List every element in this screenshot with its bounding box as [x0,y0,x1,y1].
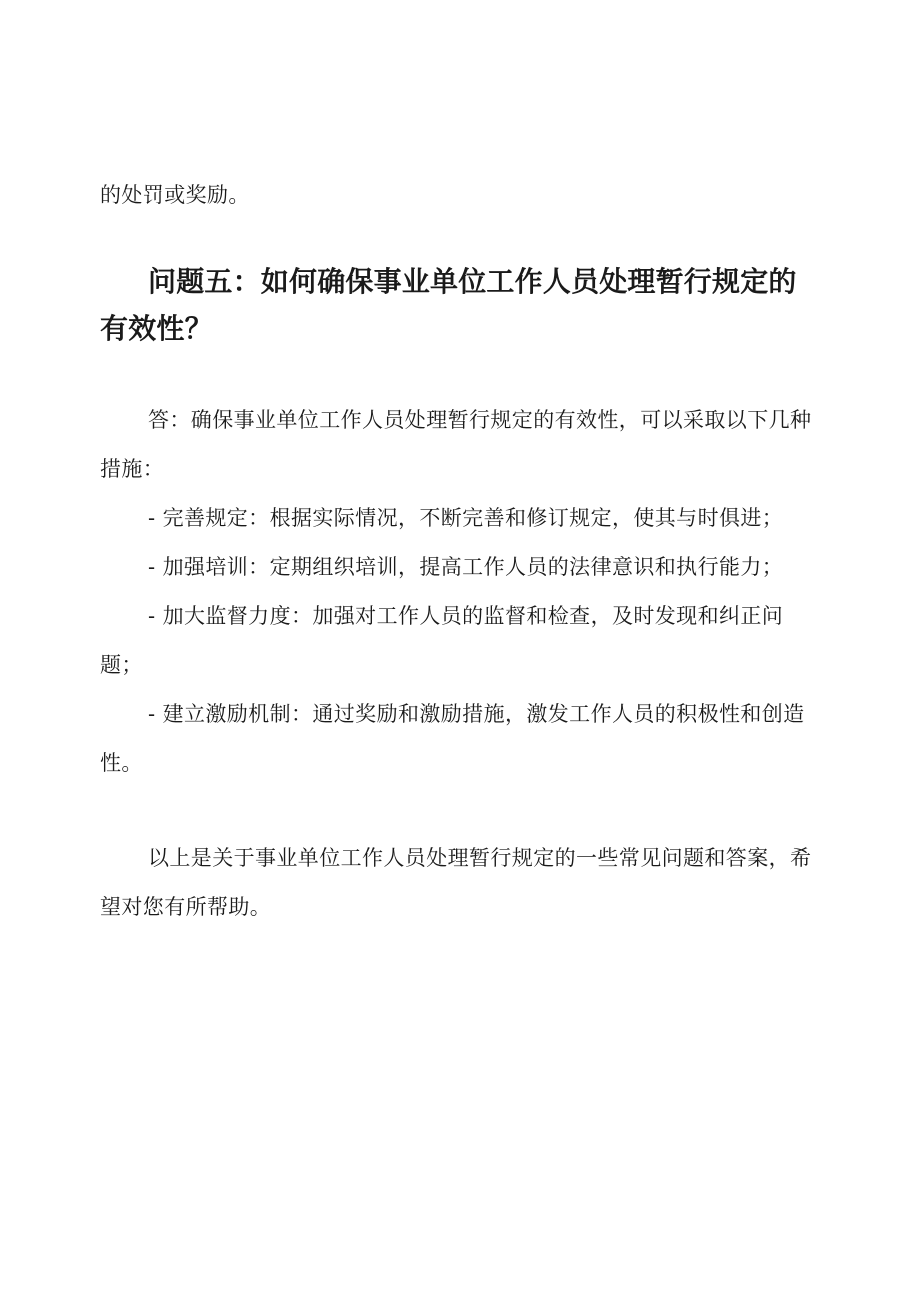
measure-item: - 完善规定：根据实际情况，不断完善和修订规定，使其与时俱进； [148,506,784,530]
conclusion-text: 以上是关于事业单位工作人员处理暂行规定的一些常见问题和答案，希望对您有所帮助。 [100,846,812,919]
measure-item: - 加大监督力度：加强对工作人员的监督和检查，及时发现和纠正问题； [100,604,784,677]
continuation-text: 的处罚或奖励。 [100,183,250,207]
measure-item: - 建立激励机制：通过奖励和激励措施，激发工作人员的积极性和创造性。 [100,702,805,775]
answer-intro: 答：确保事业单位工作人员处理暂行规定的有效性，可以采取以下几种措施： [100,408,812,481]
question-heading: 问题五：如何确保事业单位工作人员处理暂行规定的有效性？ [100,265,797,345]
measure-item: - 加强培训：定期组织培训，提高工作人员的法律意识和执行能力； [148,555,784,579]
